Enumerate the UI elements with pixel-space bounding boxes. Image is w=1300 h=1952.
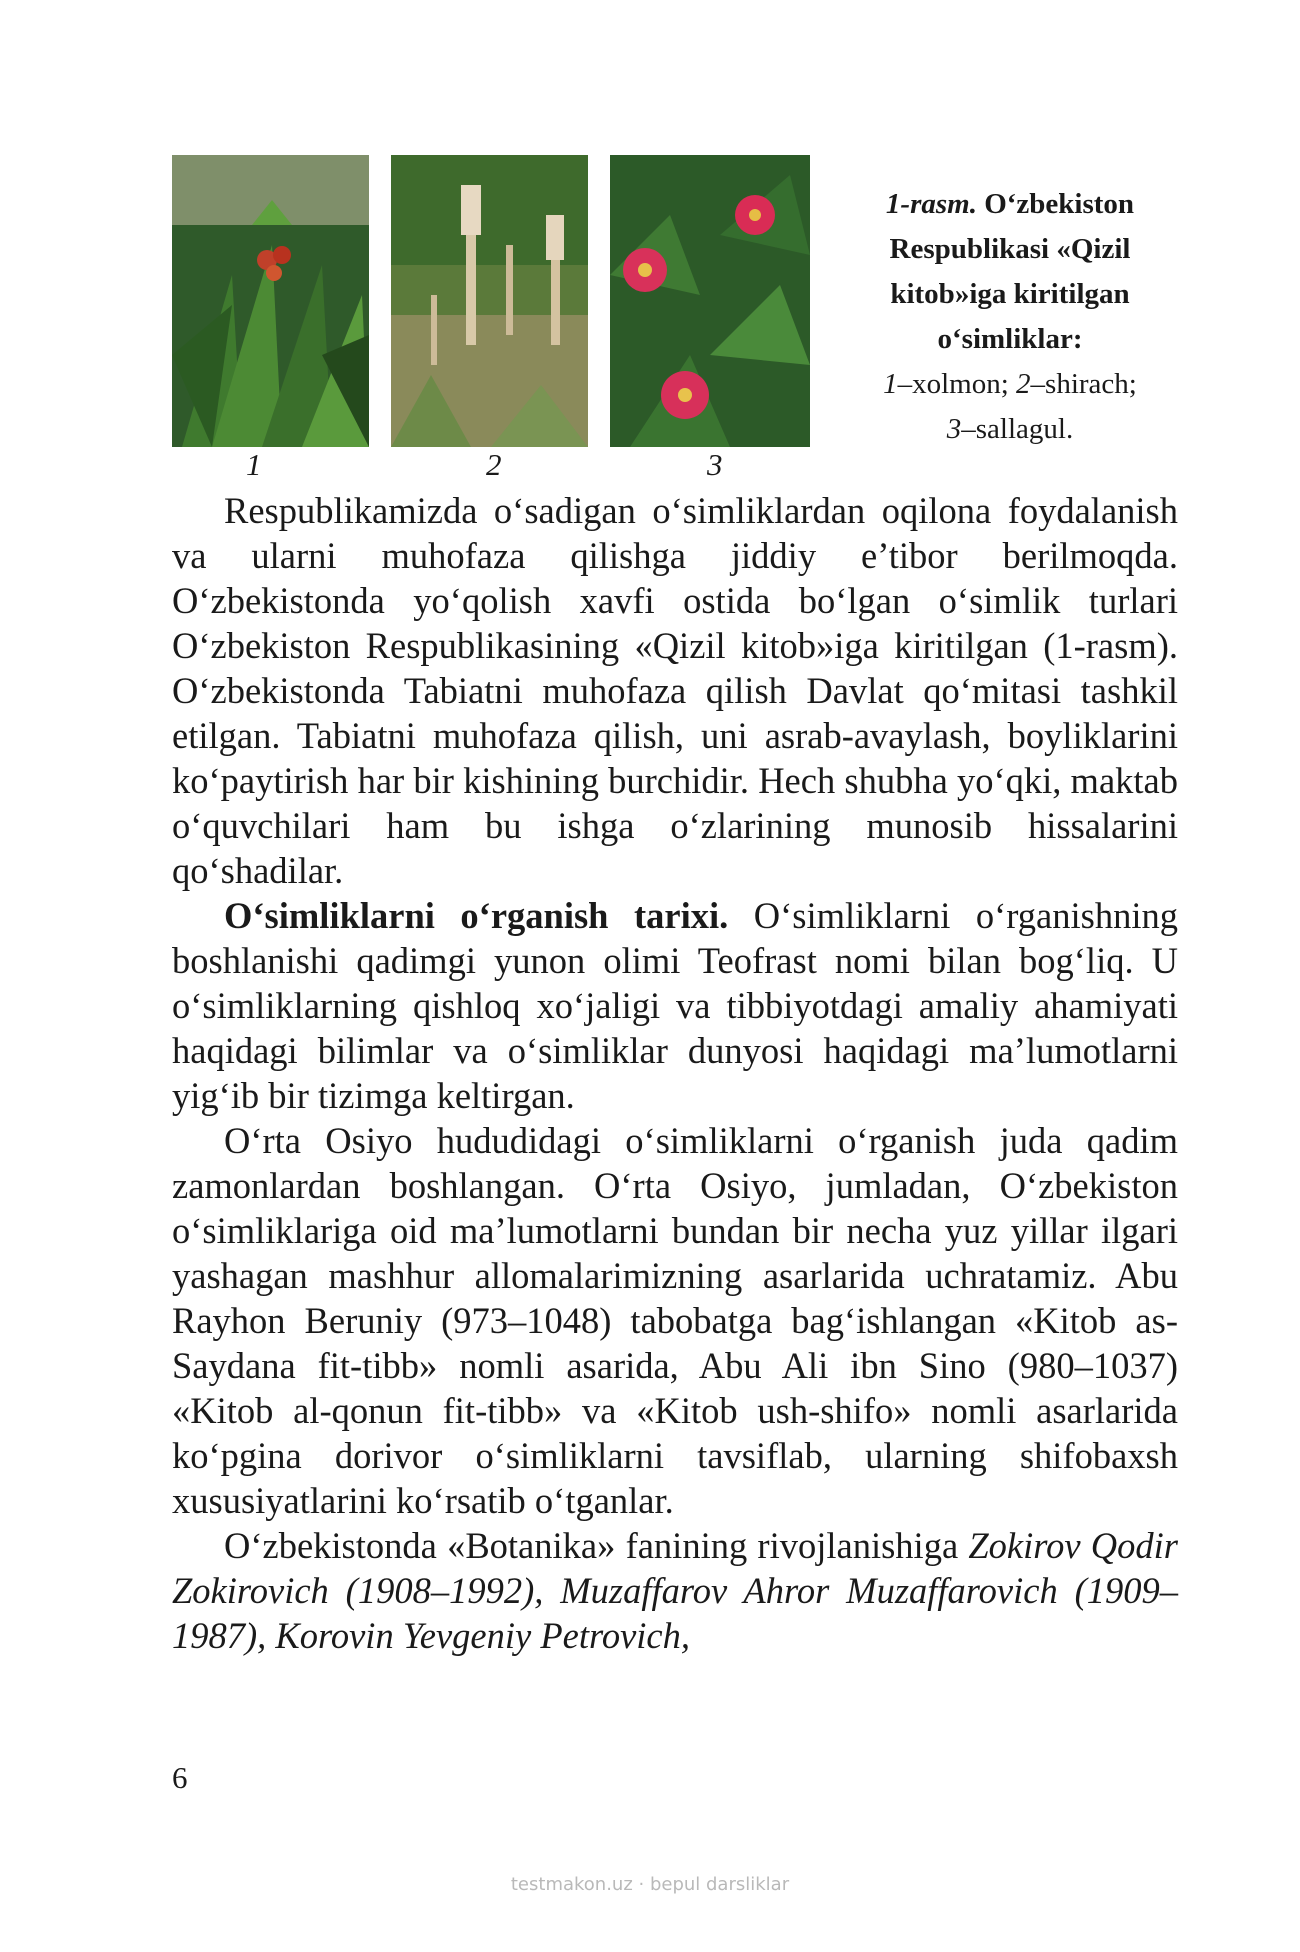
paragraph [172, 893, 1178, 1118]
paragraph-text: O‘simliklarni o‘rganishning boshlanishi qadimgi yunon olimi Teofrast nomi bilan bog‘liq. U o‘simliklarning qishloq xo‘jaligi va tibbiyotdagi amaliy ahamiyati haqidagi bilimlar va o‘simliklar dunyosi haqidagi ma’lumotlarni yig‘ib bir tizimga keltirgan. [172, 895, 1178, 1116]
caption-title-line: Respublikasi «Qizil [889, 233, 1131, 265]
photo-number: 2 [486, 447, 502, 482]
page-number: 6 [172, 1760, 188, 1795]
photo-sallagul [610, 155, 810, 447]
body-text [172, 488, 1178, 1658]
paragraph: Respublikamizda o‘sadigan o‘simliklardan oqilona foydalanish va ularni muhofaza qilishga jiddiy e’tibor berilmoqda. O‘zbekistonda yo‘qolish xavfi ostida bo‘lgan o‘simlik turlari O‘zbekiston Respublikasining «Qizil kitob»iga kiritilgan (1-rasm). O‘zbekistonda Tabiatni muhofaza qilish Davlat qo‘mitasi tashkil etilgan. Tabiatni muhofaza qilish, uni asrab-avaylash, boyliklarini ko‘paytirish har bir kishining burchidir. Hech shubha yo‘qki, maktab o‘quvchilari ham bu ishga o‘zlarining munosib hissalarini qo‘shadilar. [172, 490, 1178, 891]
caption-title-first: O‘zbekiston [984, 188, 1135, 220]
photo-xolmon [172, 155, 369, 447]
caption-item-name: shirach; [1045, 368, 1137, 400]
caption-item-num: 3 [946, 413, 962, 445]
caption-items: 1–xolmon; 2–shirach; [883, 368, 1137, 400]
figure-caption [840, 182, 1180, 452]
caption-item-name: sallagul. [975, 413, 1074, 445]
section-heading: O‘simliklarni o‘rganish tarixi. [224, 895, 729, 936]
photo-shirach [391, 155, 588, 447]
footer-watermark: testmakon.uz · bepul darsliklar [510, 1874, 790, 1895]
paragraph-text: O‘zbekistonda «Botanika» fanining rivojlanishiga [224, 1525, 969, 1566]
paragraph: O‘rta Osiyo hududidagi o‘simliklarni o‘rganish juda qadim zamonlardan boshlangan. O‘rta Osiyo, jumladan, O‘zbekiston o‘simliklariga oid ma’lumotlarni bundan bir necha yuz yillar ilgari yashagan mashhur allomalarimizning asarlarida uchratamiz. Abu Rayhon Beruniy (973–1048) tabobatga bag‘ishlangan «Kitob as-Saydana fit-tibb» nomli asarida, Abu Ali ibn Sino (980–1037) «Kitob al-qonun fit-tibb» va «Kitob ush-shifo» nomli asarlarida ko‘pgina dorivor o‘simliklarni tavsiflab, ularning shifobaxsh xususiyatlarini ko‘rsatib o‘tganlar. [172, 1120, 1178, 1521]
caption-item-name: xolmon; [912, 368, 1009, 400]
caption-title-line: o‘simliklar: [937, 323, 1083, 355]
caption-item-num: 1 [883, 368, 898, 400]
caption-item-num: 2 [1016, 368, 1031, 400]
caption-label: 1-rasm. [885, 188, 977, 220]
scientist-names: Zokirov Qodir Zokirovich (1908–1992), Muzaffarov Ahror Muzaffarovich (1909–1987), Korovin Yevgeniy Petrovich, [172, 1525, 1178, 1656]
paragraph [172, 1523, 1178, 1658]
caption-items: 3–sallagul. [946, 413, 1074, 445]
photo-number: 3 [707, 447, 723, 482]
photo-number: 1 [246, 447, 262, 482]
caption-title-line: kitob»iga kiritilgan [890, 278, 1130, 310]
